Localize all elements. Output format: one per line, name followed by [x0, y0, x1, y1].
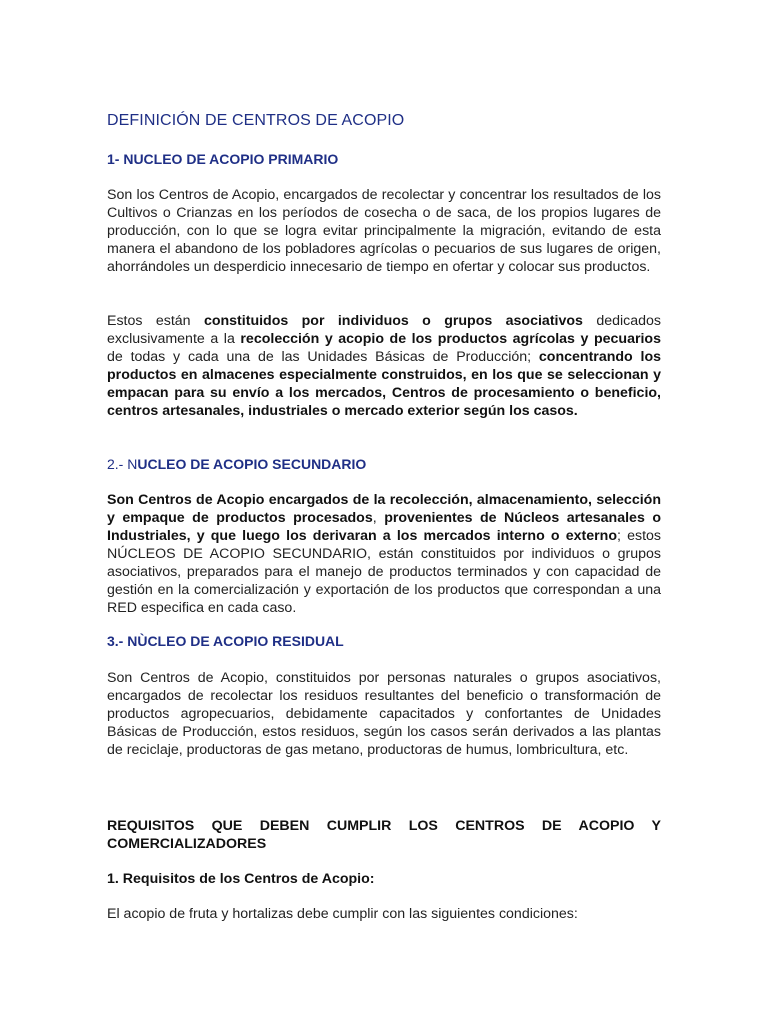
- bold-span: concentrando los productos en almacenes especialmente construidos, en los que se seleccionan y empacan para su envío a los mercados, Centros de procesamiento o beneficio, centros artesanales, industriales o mercado exterior según los casos.: [107, 349, 661, 419]
- text-span: Estos están: [107, 313, 204, 329]
- bold-span: recolección y acopio de los productos agrícolas y pecuarios: [240, 331, 661, 347]
- requirements-intro: El acopio de fruta y hortalizas debe cumplir con las siguientes condiciones:: [107, 906, 578, 922]
- paragraph-residual-definition: Son Centros de Acopio, constituidos por personas naturales o grupos asociativos, encargados de recolectar los residuos resultantes del beneficio o transformación de productos agropecuarios, debidamente capacitados y confortantes de Unidades Básicas de Producción, estos residuos, según los casos serán derivados a las plantas de reciclaje, productoras de gas metano, productoras de humus, lombricultura, etc.: [107, 670, 661, 758]
- text-span: ,: [372, 510, 385, 526]
- heading-rest: UCLEO DE ACOPIO SECUNDARIO: [137, 456, 367, 472]
- text-span: de todas y cada una de las Unidades Básicas de Producción;: [107, 349, 539, 365]
- requirements-subheading: 1. Requisitos de los Centros de Acopio:: [107, 871, 375, 887]
- section-heading-secondary: [107, 456, 366, 472]
- paragraph-primary-details: [107, 312, 661, 420]
- requirements-heading: REQUISITOS QUE DEBEN CUMPLIR LOS CENTROS DE ACOPIO Y COMERCIALIZADORES: [107, 818, 661, 852]
- paragraph-secondary-definition: [107, 491, 661, 617]
- paragraph-primary-definition: Son los Centros de Acopio, encargados de recolectar y concentrar los resultados de los Cultivos o Crianzas en los períodos de cosecha o de saca, de los propios lugares de producción, con lo que se logra evitar principalmente la migración, evitando de esta manera el abandono de los pobladores agrícolas o pecuarios de sus lugares de origen, ahorrándoles un desperdicio innecesario de tiempo en ofertar y colocar sus productos.: [107, 187, 661, 275]
- bold-span: constituidos por individuos o grupos asociativos: [203, 313, 583, 329]
- heading-prefix: 2.- N: [107, 456, 138, 472]
- bold-span: provenientes de Núcleos artesanales o Industriales, y que luego los derivaran a los mercados interno o externo: [107, 510, 661, 544]
- bold-span: Son Centros de Acopio encargados de la recolección, almacenamiento, selección y empaque de productos procesados: [107, 492, 661, 526]
- document-title: DEFINICIÓN DE CENTROS DE ACOPIO: [107, 112, 405, 129]
- text-span: dedicados exclusivamente a la: [107, 313, 662, 347]
- text-span: ; estos NÚCLEOS DE ACOPIO SECUNDARIO, están constituidos por individuos o grupos asociativos, preparados para el manejo de productos terminados y con capacidad de gestión en la comercialización y exportación de los productos que correspondan a una RED especifica en cada caso.: [107, 528, 662, 616]
- section-heading-primary: 1- NUCLEO DE ACOPIO PRIMARIO: [107, 151, 339, 167]
- section-heading-residual: 3.- NÙCLEO DE ACOPIO RESIDUAL: [107, 633, 344, 649]
